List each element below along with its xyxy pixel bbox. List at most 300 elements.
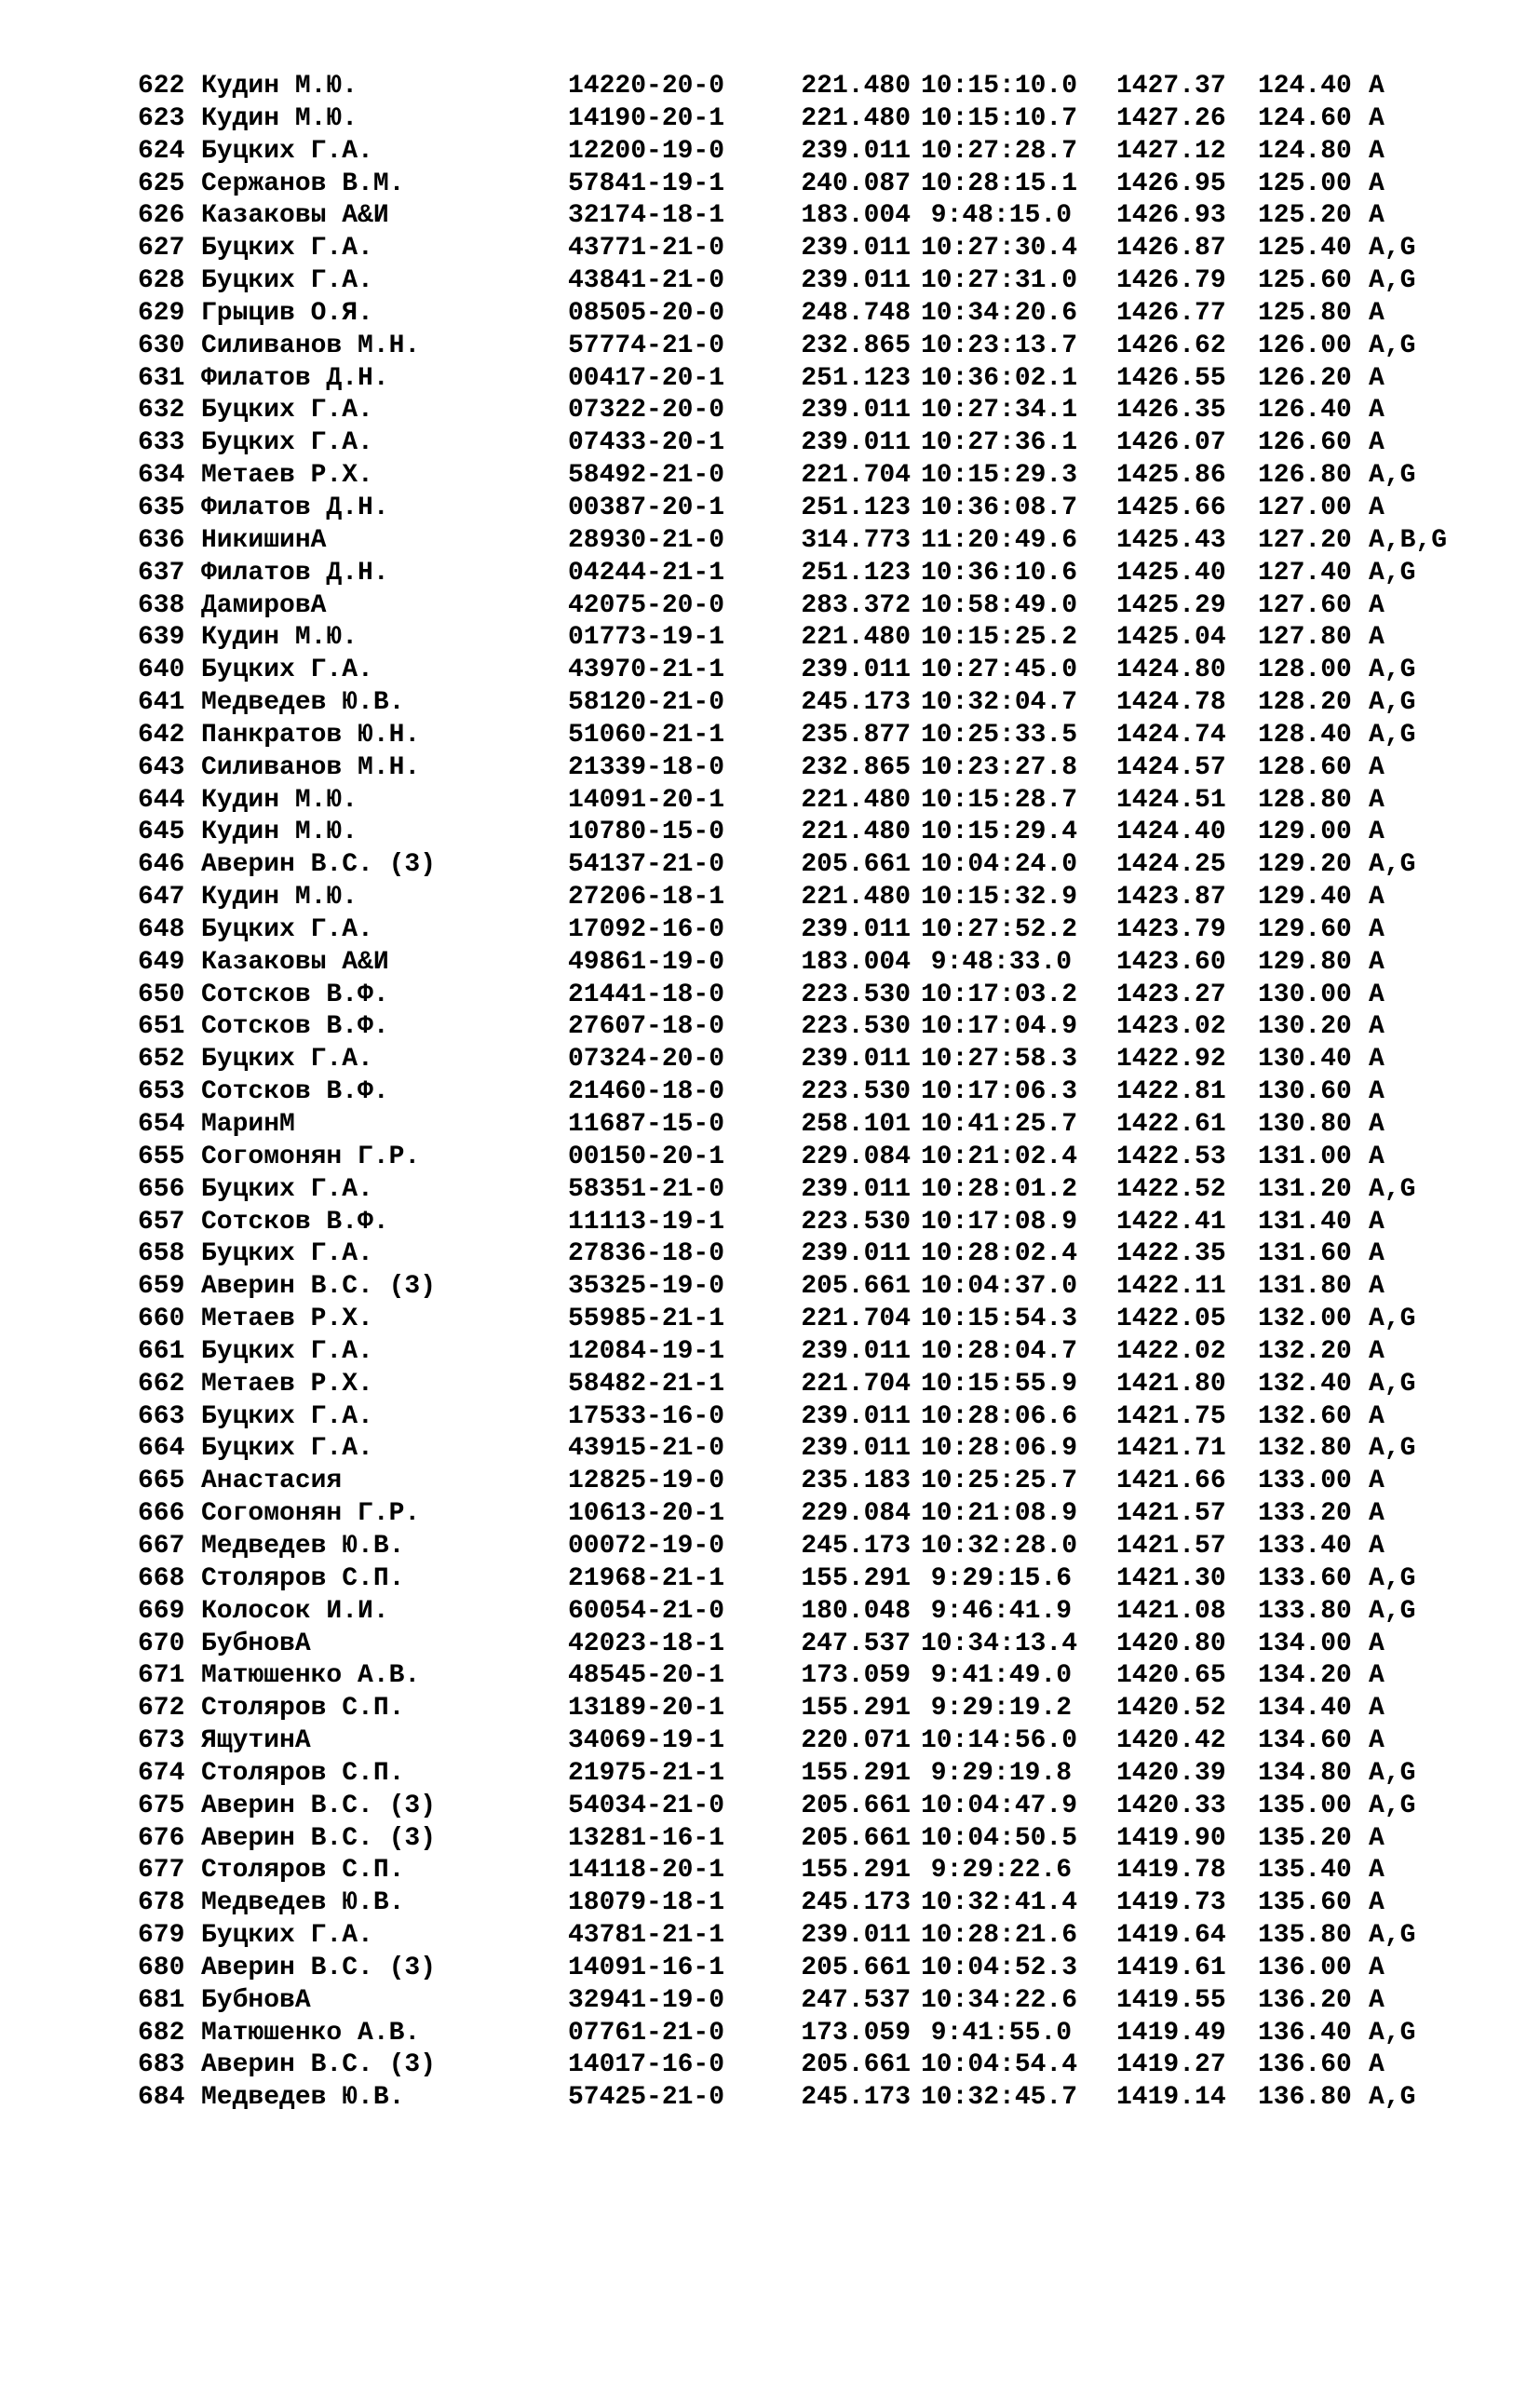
ring-code: 01773-19-1 xyxy=(568,623,725,653)
distance-value: 239.011 xyxy=(801,1239,911,1269)
row-number: 663 xyxy=(138,1401,185,1431)
distance-value: 205.661 xyxy=(801,1823,911,1853)
distance-value: 155.291 xyxy=(801,1856,911,1886)
category-flags: A,G xyxy=(1369,1791,1416,1820)
speed-value: 1421.75 xyxy=(1116,1401,1226,1431)
category-flags: A,G xyxy=(1369,656,1416,685)
row-number: 649 xyxy=(138,947,185,977)
result-row xyxy=(138,1207,1385,1239)
arrival-time: 10:15:10.7 xyxy=(921,103,1078,133)
category-flags: A,G xyxy=(1369,2083,1416,2113)
participant-name: Буцких Г.А. xyxy=(201,428,373,458)
result-row xyxy=(138,1855,1385,1887)
distance-value: 221.704 xyxy=(801,1369,911,1399)
row-number: 670 xyxy=(138,1629,185,1658)
points-value: 124.60 xyxy=(1258,103,1352,133)
participant-name: Буцких Г.А. xyxy=(201,1921,373,1951)
ring-code: 21441-18-0 xyxy=(568,980,725,1009)
row-number: 638 xyxy=(138,590,185,620)
category-flags: A xyxy=(1369,169,1385,198)
participant-name: Грыцив О.Я. xyxy=(201,298,373,328)
speed-value: 1419.73 xyxy=(1116,1888,1226,1918)
ring-code: 18079-18-1 xyxy=(568,1888,725,1918)
category-flags: A xyxy=(1369,1467,1385,1496)
category-flags: A xyxy=(1369,1012,1385,1042)
result-row xyxy=(138,1142,1385,1174)
points-value: 135.00 xyxy=(1258,1791,1352,1820)
arrival-time: 10:28:21.6 xyxy=(921,1921,1078,1951)
category-flags: A xyxy=(1369,914,1385,944)
ring-code: 00072-19-0 xyxy=(568,1531,725,1561)
speed-value: 1424.57 xyxy=(1116,752,1226,782)
speed-value: 1423.27 xyxy=(1116,980,1226,1009)
category-flags: A,G xyxy=(1369,720,1416,750)
result-row xyxy=(138,1953,1385,1985)
arrival-time: 9:48:15.0 xyxy=(930,201,1072,231)
row-number: 678 xyxy=(138,1888,185,1918)
participant-name: Буцких Г.А. xyxy=(201,1401,373,1431)
result-row xyxy=(138,525,1448,558)
row-number: 660 xyxy=(138,1305,185,1334)
category-flags: A,G xyxy=(1369,1305,1416,1334)
row-number: 623 xyxy=(138,103,185,133)
speed-value: 1425.43 xyxy=(1116,525,1226,555)
result-row xyxy=(138,2049,1385,2082)
row-number: 681 xyxy=(138,1985,185,2015)
points-value: 126.20 xyxy=(1258,363,1352,393)
category-flags: A xyxy=(1369,72,1385,101)
category-flags: A xyxy=(1369,752,1385,782)
speed-value: 1419.27 xyxy=(1116,2050,1226,2080)
arrival-time: 9:41:49.0 xyxy=(930,1661,1072,1691)
category-flags: A xyxy=(1369,1985,1385,2015)
distance-value: 221.480 xyxy=(801,883,911,913)
result-row xyxy=(138,1174,1416,1207)
row-number: 673 xyxy=(138,1726,185,1756)
speed-value: 1424.80 xyxy=(1116,656,1226,685)
arrival-time: 10:27:52.2 xyxy=(921,914,1078,944)
row-number: 624 xyxy=(138,136,185,166)
ring-code: 12084-19-1 xyxy=(568,1336,725,1366)
ring-code: 00387-20-1 xyxy=(568,493,725,522)
row-number: 642 xyxy=(138,720,185,750)
result-row xyxy=(138,720,1416,752)
category-flags: A,G xyxy=(1369,558,1416,588)
arrival-time: 10:23:27.8 xyxy=(921,752,1078,782)
result-row xyxy=(138,1271,1385,1304)
distance-value: 247.537 xyxy=(801,1985,911,2015)
ring-code: 32174-18-1 xyxy=(568,201,725,231)
result-row xyxy=(138,1238,1385,1271)
row-number: 668 xyxy=(138,1563,185,1593)
row-number: 648 xyxy=(138,914,185,944)
points-value: 126.40 xyxy=(1258,396,1352,426)
distance-value: 180.048 xyxy=(801,1596,911,1626)
participant-name: Кудин М.Ю. xyxy=(201,72,358,101)
result-row xyxy=(138,785,1385,818)
distance-value: 173.059 xyxy=(801,2018,911,2048)
points-value: 134.40 xyxy=(1258,1694,1352,1724)
points-value: 124.80 xyxy=(1258,136,1352,166)
arrival-time: 9:46:41.9 xyxy=(930,1596,1072,1626)
points-value: 135.80 xyxy=(1258,1921,1352,1951)
arrival-time: 10:23:13.7 xyxy=(921,331,1078,360)
row-number: 669 xyxy=(138,1596,185,1626)
category-flags: A xyxy=(1369,1661,1385,1691)
distance-value: 205.661 xyxy=(801,850,911,880)
distance-value: 314.773 xyxy=(801,525,911,555)
row-number: 661 xyxy=(138,1336,185,1366)
speed-value: 1423.79 xyxy=(1116,914,1226,944)
category-flags: A,G xyxy=(1369,331,1416,360)
arrival-time: 10:28:02.4 xyxy=(921,1239,1078,1269)
speed-value: 1419.61 xyxy=(1116,1953,1226,1982)
distance-value: 221.480 xyxy=(801,103,911,133)
points-value: 129.00 xyxy=(1258,818,1352,847)
participant-name: Аверин В.С. (3) xyxy=(201,850,437,880)
arrival-time: 10:32:45.7 xyxy=(921,2083,1078,2113)
category-flags: A xyxy=(1369,1272,1385,1302)
row-number: 651 xyxy=(138,1012,185,1042)
ring-code: 35325-19-0 xyxy=(568,1272,725,1302)
participant-name: Медведев Ю.В. xyxy=(201,688,405,718)
arrival-time: 10:25:33.5 xyxy=(921,720,1078,750)
row-number: 683 xyxy=(138,2050,185,2080)
points-value: 130.20 xyxy=(1258,1012,1352,1042)
speed-value: 1423.02 xyxy=(1116,1012,1226,1042)
points-value: 126.00 xyxy=(1258,331,1352,360)
ring-code: 43970-21-1 xyxy=(568,656,725,685)
speed-value: 1421.08 xyxy=(1116,1596,1226,1626)
result-row xyxy=(138,1531,1385,1563)
participant-name: Медведев Ю.В. xyxy=(201,2083,405,2113)
row-number: 639 xyxy=(138,623,185,653)
distance-value: 221.480 xyxy=(801,623,911,653)
arrival-time: 10:36:02.1 xyxy=(921,363,1078,393)
category-flags: A xyxy=(1369,1142,1385,1171)
speed-value: 1424.25 xyxy=(1116,850,1226,880)
distance-value: 239.011 xyxy=(801,1434,911,1464)
points-value: 128.80 xyxy=(1258,785,1352,815)
arrival-time: 9:29:22.6 xyxy=(930,1856,1072,1886)
row-number: 634 xyxy=(138,461,185,491)
arrival-time: 10:27:30.4 xyxy=(921,234,1078,264)
distance-value: 223.530 xyxy=(801,980,911,1009)
speed-value: 1424.74 xyxy=(1116,720,1226,750)
result-row xyxy=(138,558,1416,590)
ring-code: 58492-21-0 xyxy=(568,461,725,491)
participant-name: Матюшенко А.В. xyxy=(201,1661,421,1691)
arrival-time: 10:15:29.3 xyxy=(921,461,1078,491)
participant-name: Буцких Г.А. xyxy=(201,1174,373,1204)
points-value: 131.40 xyxy=(1258,1207,1352,1237)
result-row xyxy=(138,71,1385,103)
ring-code: 43781-21-1 xyxy=(568,1921,725,1951)
category-flags: A,G xyxy=(1369,1596,1416,1626)
ring-code: 21460-18-0 xyxy=(568,1077,725,1107)
distance-value: 221.480 xyxy=(801,785,911,815)
ring-code: 27206-18-1 xyxy=(568,883,725,913)
ring-code: 55985-21-1 xyxy=(568,1305,725,1334)
category-flags: A,G xyxy=(1369,1758,1416,1788)
distance-value: 235.183 xyxy=(801,1467,911,1496)
arrival-time: 10:21:02.4 xyxy=(921,1142,1078,1171)
speed-value: 1424.51 xyxy=(1116,785,1226,815)
points-value: 132.80 xyxy=(1258,1434,1352,1464)
arrival-time: 10:15:28.7 xyxy=(921,785,1078,815)
participant-name: Анастасия xyxy=(201,1467,343,1496)
distance-value: 220.071 xyxy=(801,1726,911,1756)
category-flags: A xyxy=(1369,1499,1385,1529)
row-number: 674 xyxy=(138,1758,185,1788)
distance-value: 239.011 xyxy=(801,1336,911,1366)
arrival-time: 10:28:01.2 xyxy=(921,1174,1078,1204)
points-value: 125.00 xyxy=(1258,169,1352,198)
category-flags: A xyxy=(1369,428,1385,458)
speed-value: 1421.57 xyxy=(1116,1531,1226,1561)
row-number: 654 xyxy=(138,1110,185,1139)
speed-value: 1422.92 xyxy=(1116,1045,1226,1075)
speed-value: 1419.90 xyxy=(1116,1823,1226,1853)
speed-value: 1419.55 xyxy=(1116,1985,1226,2015)
distance-value: 283.372 xyxy=(801,590,911,620)
ring-code: 21975-21-1 xyxy=(568,1758,725,1788)
arrival-time: 10:17:08.9 xyxy=(921,1207,1078,1237)
result-row xyxy=(138,622,1385,655)
result-row xyxy=(138,1985,1385,2018)
row-number: 637 xyxy=(138,558,185,588)
points-value: 134.00 xyxy=(1258,1629,1352,1658)
distance-value: 221.480 xyxy=(801,818,911,847)
points-value: 125.80 xyxy=(1258,298,1352,328)
points-value: 130.40 xyxy=(1258,1045,1352,1075)
points-value: 135.20 xyxy=(1258,1823,1352,1853)
row-number: 684 xyxy=(138,2083,185,2113)
participant-name: Буцких Г.А. xyxy=(201,656,373,685)
ring-code: 14220-20-0 xyxy=(568,72,725,101)
category-flags: A xyxy=(1369,493,1385,522)
row-number: 677 xyxy=(138,1856,185,1886)
result-row xyxy=(138,1011,1385,1044)
result-row xyxy=(138,590,1385,623)
row-number: 682 xyxy=(138,2018,185,2048)
result-row xyxy=(138,233,1416,265)
participant-name: НикишинА xyxy=(201,525,327,555)
participant-name: БубновА xyxy=(201,1985,311,2015)
category-flags: A xyxy=(1369,623,1385,653)
points-value: 133.00 xyxy=(1258,1467,1352,1496)
speed-value: 1423.87 xyxy=(1116,883,1226,913)
category-flags: A,B,G xyxy=(1369,525,1448,555)
result-row xyxy=(138,1433,1416,1466)
points-value: 128.20 xyxy=(1258,688,1352,718)
arrival-time: 10:04:37.0 xyxy=(921,1272,1078,1302)
result-row xyxy=(138,1725,1385,1758)
category-flags: A xyxy=(1369,103,1385,133)
category-flags: A xyxy=(1369,590,1385,620)
speed-value: 1422.53 xyxy=(1116,1142,1226,1171)
row-number: 657 xyxy=(138,1207,185,1237)
ring-code: 60054-21-0 xyxy=(568,1596,725,1626)
result-row xyxy=(138,103,1385,136)
row-number: 631 xyxy=(138,363,185,393)
speed-value: 1426.79 xyxy=(1116,266,1226,296)
ring-code: 27836-18-0 xyxy=(568,1239,725,1269)
distance-value: 232.865 xyxy=(801,752,911,782)
distance-value: 232.865 xyxy=(801,331,911,360)
speed-value: 1420.65 xyxy=(1116,1661,1226,1691)
ring-code: 49861-19-0 xyxy=(568,947,725,977)
arrival-time: 9:29:15.6 xyxy=(930,1563,1072,1593)
ring-code: 10780-15-0 xyxy=(568,818,725,847)
participant-name: МаринМ xyxy=(201,1110,295,1139)
result-row xyxy=(138,1887,1385,1920)
points-value: 125.20 xyxy=(1258,201,1352,231)
category-flags: A xyxy=(1369,1726,1385,1756)
result-row xyxy=(138,1109,1385,1142)
speed-value: 1419.64 xyxy=(1116,1921,1226,1951)
category-flags: A xyxy=(1369,980,1385,1009)
category-flags: A xyxy=(1369,1336,1385,1366)
row-number: 629 xyxy=(138,298,185,328)
row-number: 630 xyxy=(138,331,185,360)
participant-name: Кудин М.Ю. xyxy=(201,623,358,653)
arrival-time: 10:27:45.0 xyxy=(921,656,1078,685)
distance-value: 245.173 xyxy=(801,688,911,718)
points-value: 130.60 xyxy=(1258,1077,1352,1107)
participant-name: Матюшенко А.В. xyxy=(201,2018,421,2048)
arrival-time: 9:41:55.0 xyxy=(930,2018,1072,2048)
distance-value: 245.173 xyxy=(801,1531,911,1561)
distance-value: 173.059 xyxy=(801,1661,911,1691)
participant-name: Буцких Г.А. xyxy=(201,396,373,426)
arrival-time: 10:34:13.4 xyxy=(921,1629,1078,1658)
participant-name: Филатов Д.Н. xyxy=(201,558,389,588)
speed-value: 1422.41 xyxy=(1116,1207,1226,1237)
result-row xyxy=(138,1629,1385,1661)
points-value: 131.80 xyxy=(1258,1272,1352,1302)
participant-name: Аверин В.С. (3) xyxy=(201,1953,437,1982)
distance-value: 239.011 xyxy=(801,396,911,426)
result-row xyxy=(138,1336,1385,1369)
participant-name: Сотсков В.Ф. xyxy=(201,1207,389,1237)
result-row xyxy=(138,493,1385,525)
participant-name: Буцких Г.А. xyxy=(201,914,373,944)
distance-value: 247.537 xyxy=(801,1629,911,1658)
distance-value: 239.011 xyxy=(801,1921,911,1951)
points-value: 134.60 xyxy=(1258,1726,1352,1756)
ring-code: 21968-21-1 xyxy=(568,1563,725,1593)
result-row xyxy=(138,1596,1416,1629)
result-row xyxy=(138,460,1416,493)
participant-name: Сотсков В.Ф. xyxy=(201,1012,389,1042)
row-number: 650 xyxy=(138,980,185,1009)
category-flags: A,G xyxy=(1369,688,1416,718)
arrival-time: 10:04:50.5 xyxy=(921,1823,1078,1853)
speed-value: 1423.60 xyxy=(1116,947,1226,977)
points-value: 127.00 xyxy=(1258,493,1352,522)
row-number: 647 xyxy=(138,883,185,913)
ring-code: 12825-19-0 xyxy=(568,1467,725,1496)
category-flags: A,G xyxy=(1369,1921,1416,1951)
result-row xyxy=(138,363,1385,396)
points-value: 133.80 xyxy=(1258,1596,1352,1626)
ring-code: 12200-19-0 xyxy=(568,136,725,166)
distance-value: 239.011 xyxy=(801,1401,911,1431)
ring-code: 17092-16-0 xyxy=(568,914,725,944)
participant-name: Столяров С.П. xyxy=(201,1856,405,1886)
ring-code: 14118-20-1 xyxy=(568,1856,725,1886)
speed-value: 1424.78 xyxy=(1116,688,1226,718)
row-number: 644 xyxy=(138,785,185,815)
result-row xyxy=(138,1304,1416,1336)
row-number: 643 xyxy=(138,752,185,782)
ring-code: 14091-20-1 xyxy=(568,785,725,815)
arrival-time: 10:15:10.0 xyxy=(921,72,1078,101)
row-number: 664 xyxy=(138,1434,185,1464)
distance-value: 239.011 xyxy=(801,234,911,264)
ring-code: 11687-15-0 xyxy=(568,1110,725,1139)
arrival-time: 10:27:31.0 xyxy=(921,266,1078,296)
category-flags: A xyxy=(1369,1239,1385,1269)
participant-name: Панкратов Ю.Н. xyxy=(201,720,421,750)
points-value: 136.00 xyxy=(1258,1953,1352,1982)
participant-name: Буцких Г.А. xyxy=(201,1239,373,1269)
points-value: 136.60 xyxy=(1258,2050,1352,2080)
result-row xyxy=(138,980,1385,1012)
speed-value: 1420.52 xyxy=(1116,1694,1226,1724)
arrival-time: 9:48:33.0 xyxy=(930,947,1072,977)
result-row xyxy=(138,136,1385,169)
row-number: 645 xyxy=(138,818,185,847)
points-value: 127.60 xyxy=(1258,590,1352,620)
participant-name: ДамировА xyxy=(201,590,327,620)
result-row xyxy=(138,298,1385,331)
distance-value: 183.004 xyxy=(801,201,911,231)
distance-value: 205.661 xyxy=(801,1791,911,1820)
distance-value: 221.704 xyxy=(801,461,911,491)
participant-name: Филатов Д.Н. xyxy=(201,493,389,522)
speed-value: 1427.12 xyxy=(1116,136,1226,166)
ring-code: 07761-21-0 xyxy=(568,2018,725,2048)
category-flags: A,G xyxy=(1369,234,1416,264)
speed-value: 1425.04 xyxy=(1116,623,1226,653)
speed-value: 1426.55 xyxy=(1116,363,1226,393)
distance-value: 223.530 xyxy=(801,1012,911,1042)
result-row xyxy=(138,1791,1416,1823)
participant-name: Согомонян Г.Р. xyxy=(201,1142,421,1171)
participant-name: Колосок И.И. xyxy=(201,1596,389,1626)
points-value: 136.80 xyxy=(1258,2083,1352,2113)
result-row xyxy=(138,169,1385,201)
category-flags: A xyxy=(1369,1110,1385,1139)
arrival-time: 10:28:06.6 xyxy=(921,1401,1078,1431)
distance-value: 221.480 xyxy=(801,72,911,101)
ring-code: 43771-21-0 xyxy=(568,234,725,264)
speed-value: 1420.39 xyxy=(1116,1758,1226,1788)
category-flags: A,G xyxy=(1369,2018,1416,2048)
points-value: 133.20 xyxy=(1258,1499,1352,1529)
distance-value: 229.084 xyxy=(801,1142,911,1171)
ring-code: 00417-20-1 xyxy=(568,363,725,393)
result-row xyxy=(138,1660,1385,1693)
category-flags: A xyxy=(1369,1531,1385,1561)
points-value: 133.60 xyxy=(1258,1563,1352,1593)
points-value: 135.40 xyxy=(1258,1856,1352,1886)
speed-value: 1426.77 xyxy=(1116,298,1226,328)
participant-name: Филатов Д.Н. xyxy=(201,363,389,393)
distance-value: 239.011 xyxy=(801,1174,911,1204)
